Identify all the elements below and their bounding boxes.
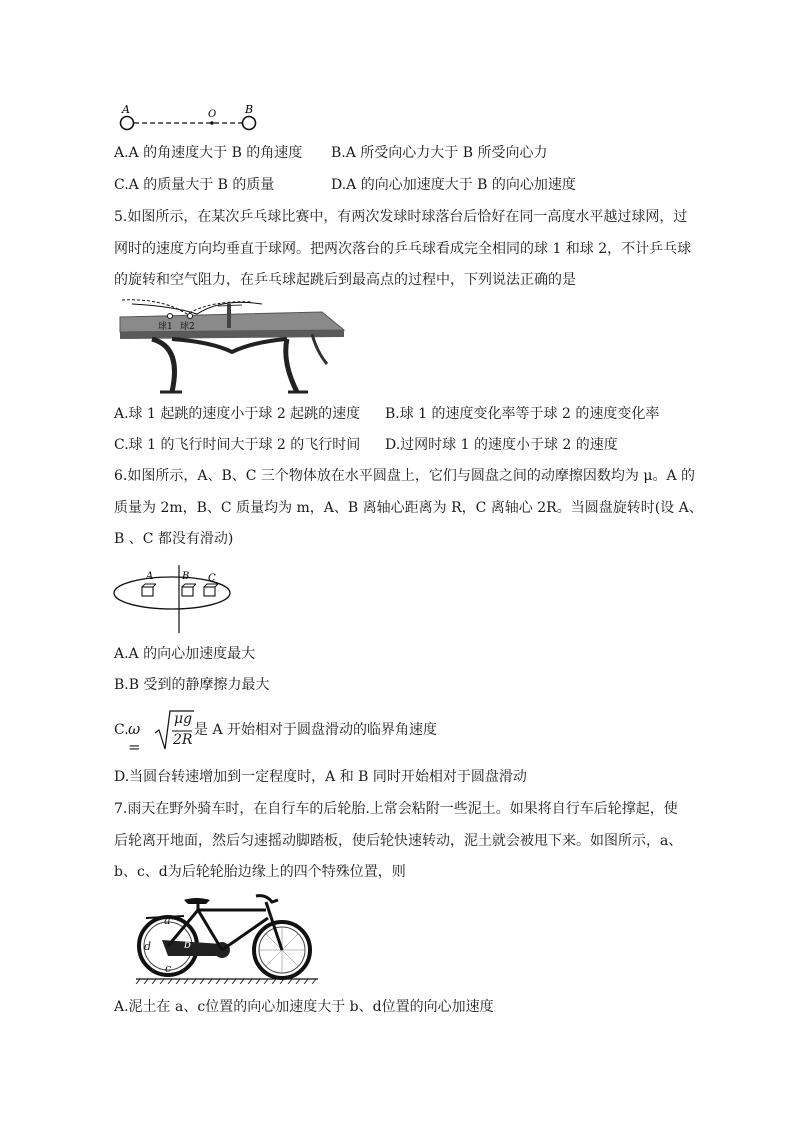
q4-option-a: A.A 的角速度大于 B 的角速度 <box>114 145 303 161</box>
q6-option-a: A.A 的向心加速度最大 <box>114 646 256 662</box>
q6-option-c-prefix: C. <box>114 722 129 738</box>
ball-2-label: 球2 <box>180 322 195 332</box>
q6-text-line-1: 6.如图所示，A、B、C 三个物体放在水平圆盘上，它们与圆盘之间的动摩擦因数均为 μ。A 的 <box>114 468 696 484</box>
q7-text-line-2: 后轮离开地面，然后匀速摇动脚踏板，使后轮快速转动，泥土就会被甩下来。如图所示，a、 <box>114 833 683 849</box>
q5-option-a: A.球 1 起跳的速度小于球 2 起跳的速度 <box>114 406 361 422</box>
q5-text-line-2: 网时的速度方向均垂直于球网。把两次落台的乒乓球看成完全相同的球 1 和球 2，不计乒乓球 <box>114 241 692 257</box>
block-c-label: C <box>208 573 216 584</box>
ping-pong-table-figure <box>112 292 352 394</box>
ab-rotation-figure <box>112 100 272 134</box>
q5-option-b: B.球 1 的速度变化率等于球 2 的速度变化率 <box>385 406 660 422</box>
block-b-label: B <box>182 571 190 582</box>
ball-a <box>121 117 134 130</box>
q7-option-a: A.泥土在 a、c位置的向心加速度大于 b、d位置的向心加速度 <box>114 999 494 1015</box>
bike-seat <box>184 898 210 904</box>
table-net <box>227 304 231 328</box>
fraction-denominator: 2R <box>173 732 193 748</box>
table-leg-right <box>286 339 297 392</box>
ball-1 <box>168 314 173 319</box>
block-a <box>142 587 153 596</box>
ball-2 <box>188 314 193 319</box>
ground-hatch <box>136 979 316 984</box>
q5-option-c: C.球 1 的飞行时间大于球 2 的飞行时间 <box>114 437 361 453</box>
omega-symbol: ω = <box>128 720 141 756</box>
table-leg-left <box>152 339 175 392</box>
q6-text-line-3: B 、C 都没有滑动) <box>114 531 234 547</box>
handlebar <box>256 896 278 902</box>
bicycle-figure <box>132 888 322 988</box>
q5-text-line-3: 的旋转和空气阻力，在乒乓球起跳后到最高点的过程中，下列说法正确的是 <box>114 272 576 288</box>
point-a-label: a <box>164 914 171 927</box>
q6-text-line-2: 质量为 2m，B、C 质量均为 m，A、B 离轴心距离为 R，C 离轴心 2R。当圆盘旋转时(设 A、 <box>114 500 703 516</box>
fraction-numerator: μg <box>174 711 193 727</box>
point-d-label: d <box>144 940 152 953</box>
ball-trajectory-1 <box>122 300 252 314</box>
label-a: A <box>122 103 130 116</box>
ball-1-label: 球1 <box>158 322 173 332</box>
q6-option-d: D.当圆台转速增加到一定程度时，A 和 B 同时开始相对于圆盘滑动 <box>114 769 527 785</box>
q7-text-line-3: b、c、d为后轮轮胎边缘上的四个特殊位置，则 <box>114 864 406 880</box>
block-c <box>204 587 215 596</box>
q4-option-d: D.A 的向心加速度大于 B 的向心加速度 <box>331 177 576 193</box>
block-a-label: A <box>146 571 154 582</box>
table-leg-left-inner <box>172 339 287 352</box>
label-o: O <box>208 109 217 120</box>
net-top <box>218 305 242 306</box>
q4-option-c: C.A 的质量大于 B 的质量 <box>114 177 275 193</box>
q4-option-b: B.A 所受向心力大于 B 所受向心力 <box>331 145 548 161</box>
table-top <box>120 312 344 332</box>
q5-option-d: D.过网时球 1 的速度小于球 2 的速度 <box>385 437 618 453</box>
table-leg-far <box>312 334 327 364</box>
axis-point-o <box>210 121 214 125</box>
q6-option-b: B.B 受到的静摩擦力最大 <box>114 677 270 693</box>
ball-b <box>243 117 256 130</box>
q5-text-line-1: 5.如图所示，在某次乒乓球比赛中，有两次发球时球落台后恰好在同一高度水平越过球网，过 <box>114 209 688 225</box>
turntable-figure <box>112 563 242 635</box>
block-b <box>182 587 193 596</box>
point-b-label: b <box>184 938 192 951</box>
label-b: B <box>245 103 254 116</box>
point-c-label: c <box>165 962 172 975</box>
q6-option-c-text: 是 A 开始相对于圆盘滑动的临界角速度 <box>194 722 438 738</box>
q7-text-line-1: 7.雨天在野外骑车时，在自行车的后轮胎.上常会粘附一些泥土。如果将自行车后轮撑起，使 <box>114 801 678 817</box>
ball-trajectory-2 <box>132 302 262 314</box>
